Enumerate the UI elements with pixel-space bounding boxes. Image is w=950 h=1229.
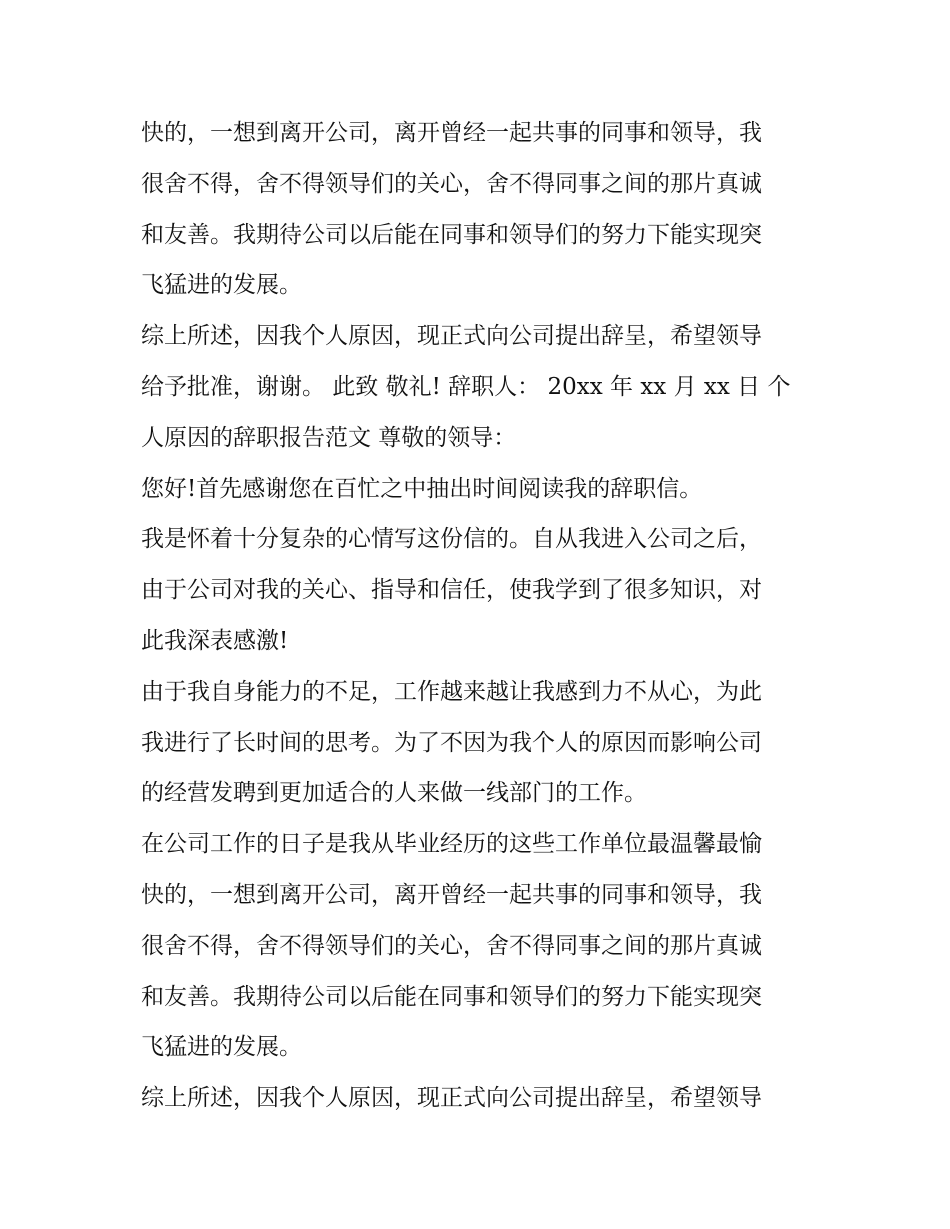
text-line: 人原因的辞职报告范文 尊敬的领导： — [141, 424, 517, 451]
text-line: 您好!首先感谢您在百忙之中抽出时间阅读我的辞职信。 — [141, 475, 703, 502]
text-line: 给予批准，谢谢。 此致 敬礼! 辞职人： 20xx 年 xx 月 xx 日 个 — [141, 373, 791, 400]
text-line: 飞猛进的发展。 — [141, 272, 302, 299]
text-line: 快的，一想到离开公司，离开曾经一起共事的同事和领导，我 — [141, 120, 762, 146]
text-line: 由于公司对我的关心、指导和信任，使我学到了很多知识，对 — [141, 577, 762, 604]
text-line: 综上所述，因我个人原因，现正式向公司提出辞呈，希望领导 — [141, 323, 762, 350]
text-line: 此我深表感激! — [141, 627, 289, 654]
text-line: 的经营发聘到更加适合的人来做一线部门的工作。 — [141, 780, 647, 807]
text-line: 和友善。我期待公司以后能在同事和领导们的努力下能实现突 — [141, 983, 762, 1010]
text-line: 由于我自身能力的不足，工作越来越让我感到力不从心，为此 — [141, 678, 762, 705]
text-line: 快的，一想到离开公司，离开曾经一起共事的同事和领导，我 — [141, 881, 762, 908]
text-line: 飞猛进的发展。 — [141, 1034, 302, 1061]
text-line: 很舍不得，舍不得领导们的关心，舍不得同事之间的那片真诚 — [141, 932, 762, 959]
text-line: 和友善。我期待公司以后能在同事和领导们的努力下能实现突 — [141, 221, 762, 248]
text-line: 综上所述，因我个人原因，现正式向公司提出辞呈，希望领导 — [141, 1085, 762, 1112]
text-line: 很舍不得，舍不得领导们的关心，舍不得同事之间的那片真诚 — [141, 170, 762, 197]
text-line: 我是怀着十分复杂的心情写这份信的。自从我进入公司之后， — [141, 526, 762, 553]
text-line: 在公司工作的日子是我从毕业经历的这些工作单位最温馨最愉 — [141, 831, 762, 858]
body-text — [141, 108, 831, 1124]
text-line: 我进行了长时间的思考。为了不因为我个人的原因而影响公司 — [141, 729, 762, 756]
